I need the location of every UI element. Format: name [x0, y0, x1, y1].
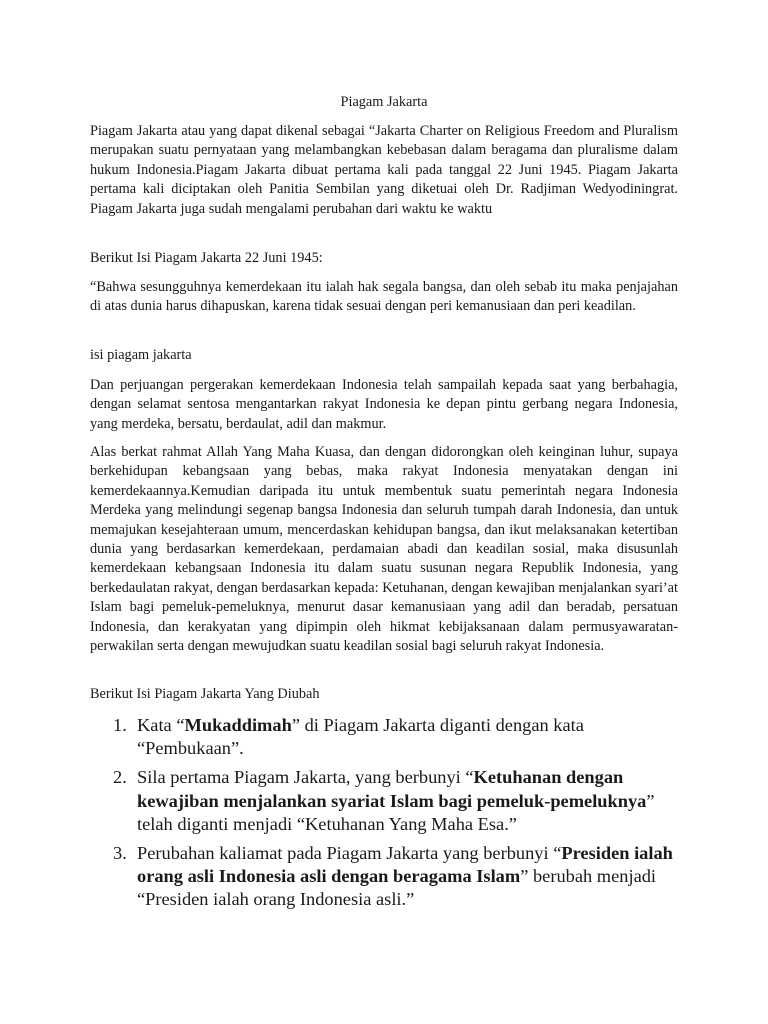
item-text-pre: Kata “ [137, 715, 185, 735]
item-text-pre: Perubahan kaliamat pada Piagam Jakarta yang berbunyi “ [137, 843, 562, 864]
changes-list [90, 714, 690, 918]
section-heading-changes: Berikut Isi Piagam Jakarta Yang Diubah [90, 686, 320, 702]
list-number: 3. [113, 843, 127, 864]
list-item [90, 842, 690, 912]
quote-paragraph-3: Alas berkat rahmat Allah Yang Maha Kuasa, dan dengan didorongkan oleh keinginan luhur, supaya berkehidupan kebangsaan yang bebas, maka rakyat Indonesia menyatakan dengan ini kemerdekaannya.Kemudian daripada itu untuk membentuk suatu pemerintah negara Indonesia Merdeka yang melindungi segenap bangsa Indonesia dan seluruh tumpah darah Indonesia, dan untuk memajukan kesejahteraan umum, mencerdaskan kehidupan bangsa, dan ikut melaksanakan ketertiban dunia yang berdasarkan kemerdekaan, perdamaian abadi dan keadilan sosial, maka disusunlah kemerdekaan kebangsaan Indonesia itu dalam suatu susunan negara Republik Indonesia, yang berkedaulatan rakyat, dengan berdasarkan kepada: Ketuhanan, dengan kewajiban menjalankan syari’at Islam bagi pemeluk-pemeluknya, menurut dasar kemanusiaan yang adil dan beradab, persatuan Indonesia, dan kerakyatan yang dipimpin oleh hikmat kebijaksanaan dalam permusyawaratan-perwakilan serta dengan mewujudkan suatu keadilan sosial bagi seluruh rakyat Indonesia. [90, 444, 678, 655]
label-isi-piagam: isi piagam jakarta [90, 347, 192, 363]
item-text-post: ” berubah menjadi “Presiden ialah orang Indonesia asli.” [137, 866, 657, 910]
item-text-bold: Mukaddimah [184, 715, 292, 735]
quote-paragraph-2: Dan perjuangan pergerakan kemerdekaan Indonesia telah sampailah kepada saat yang berbahagia, dengan selamat sentosa mengantarkan rakyat Indonesia ke depan pintu gerbang negara Indonesia, yang merdeka, bersatu, berdaulat, adil dan makmur. [90, 377, 678, 432]
list-number: 1. [113, 715, 127, 735]
item-text-post: ” di Piagam Jakarta diganti dengan kata “Pembukaan”. [137, 715, 584, 759]
section-heading-isi: Berikut Isi Piagam Jakarta 22 Juni 1945: [90, 250, 323, 266]
item-text-bold: Ketuhanan dengan kewajiban menjalankan syariat Islam bagi pemeluk-pemeluknya [137, 767, 647, 811]
item-text-post: ” telah diganti menjadi “Ketuhanan Yang Maha Esa.” [137, 790, 655, 834]
quote-paragraph-1: “Bahwa sesungguhnya kemerdekaan itu ialah hak segala bangsa, dan oleh sebab itu maka penjajahan di atas dunia harus dihapuskan, karena tidak sesuai dengan peri kemanusiaan dan peri keadilan. [90, 279, 678, 315]
list-number: 2. [113, 767, 127, 788]
item-text-pre: Sila pertama Piagam Jakarta, yang berbunyi “ [137, 767, 474, 788]
item-text-bold: Presiden ialah orang asli Indonesia asli dengan beragama Islam [137, 843, 673, 887]
list-item [90, 714, 690, 760]
intro-paragraph: Piagam Jakarta atau yang dapat dikenal sebagai “Jakarta Charter on Religious Freedom and Pluralism merupakan suatu pernyataan yang melambangkan kebebasan dalam beragama dan pluralisme dalam hukum Indonesia.Piagam Jakarta dibuat pertama kali pada tanggal 22 Juni 1945. Piagam Jakarta pertama kali diciptakan oleh Panitia Sembilan yang diketuai oleh Dr. Radjiman Wedyodiningrat. Piagam Jakarta juga sudah mengalami perubahan dari waktu ke waktu [90, 123, 678, 217]
document-title: Piagam Jakarta [340, 94, 428, 110]
list-item [90, 766, 690, 836]
